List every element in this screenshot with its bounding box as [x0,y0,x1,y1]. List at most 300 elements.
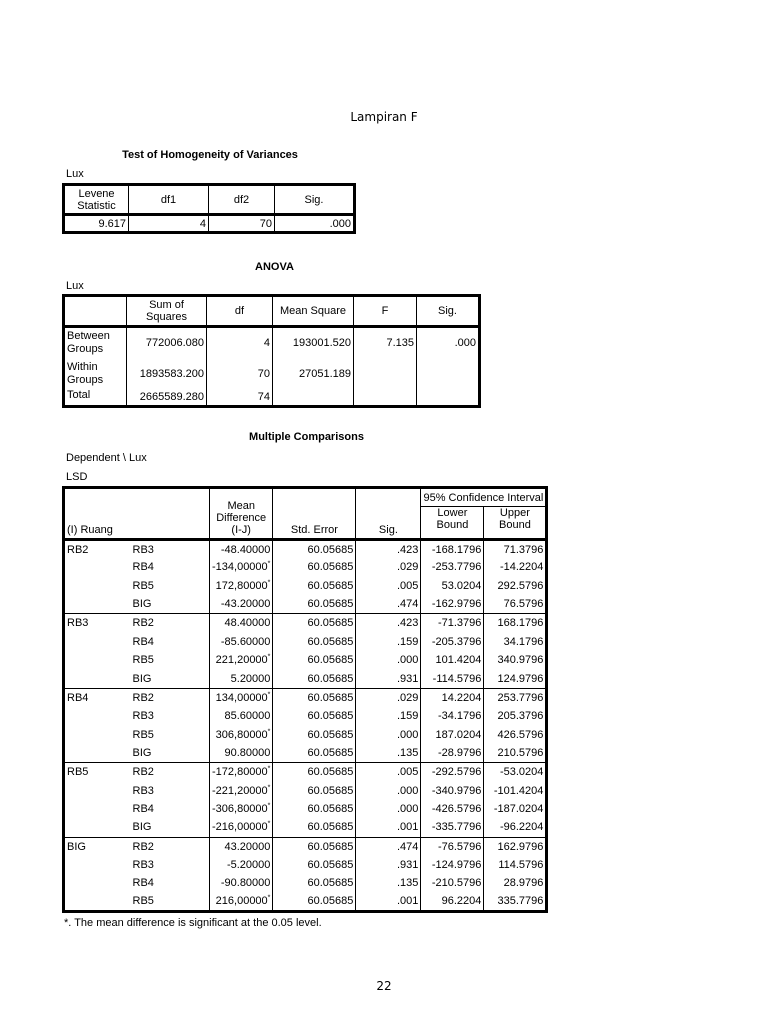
cell-lower-text: -340.9796 [431,784,482,797]
anova-cell: 27051.189 [273,359,354,389]
cell-std-error-text: 60.05685 [307,747,354,760]
cell-j-group [131,651,210,670]
cell-lower-text: -292.5796 [431,766,482,779]
cell-std-error [273,651,356,670]
homogeneity-table [62,183,356,234]
cell-i-group [64,540,131,559]
anova-cell: 74 [207,389,273,407]
cell-std-error [273,800,356,819]
cell-sig [356,818,421,837]
anova-label: Within Groups [64,359,127,389]
cell-sig [356,707,421,726]
hdr-sig: Sig. [304,193,324,206]
anova-hdr-ms: Mean Square [273,296,354,327]
anova-row-between [64,327,480,359]
cell-sig-text: .005 [396,579,419,592]
cell-upper [484,540,547,559]
cell-upper-text: 340.9796 [497,654,544,667]
cell-std-error-text: 60.05685 [307,877,354,890]
cell-j-group-text: RB5 [132,579,154,592]
cell-lower [421,558,484,577]
anova-cell: 2665589.280 [127,389,207,407]
cell-sig-text: .135 [396,747,419,760]
anova-table [62,294,481,408]
cell-lower [421,744,484,763]
cell-j-group-text: BIG [132,598,152,611]
cell-lower [421,725,484,744]
cell-std-error-text: 60.05685 [307,710,354,723]
mc-hdr-ci: 95% Confidence Interval [421,488,547,507]
cell-i-group [64,595,131,614]
cell-i-group [64,744,131,763]
cell-sig-text: .001 [396,895,419,908]
cell-lower [421,688,484,707]
cell-j-group-text: BIG [132,747,152,760]
cell-i-group [64,558,131,577]
cell-j-group [131,781,210,800]
anova-cell [354,359,417,389]
cell-j-group [131,874,210,893]
cell-sig [356,781,421,800]
cell-std-error [273,595,356,614]
cell-lower [421,670,484,689]
significance-marker: * [267,728,271,736]
cell-lower [421,837,484,856]
table-row [64,595,547,614]
cell-sig-text: .029 [396,691,419,704]
cell-mean-diff [210,744,273,763]
homogeneity-variable: Lux [66,168,84,180]
table-row [64,893,547,912]
cell-lower-text: -253.7796 [431,561,482,574]
cell-sig [356,595,421,614]
cell-i-group [64,818,131,837]
cell-upper [484,651,547,670]
cell-upper-text: 335.7796 [497,895,544,908]
anova-label: Total [64,389,127,407]
cell-upper [484,725,547,744]
cell-upper [484,800,547,819]
cell-std-error [273,874,356,893]
cell-mean-diff-text: 172,80000 [215,579,268,592]
mc-hdr-i: (I) Ruang [67,524,113,536]
cell-lower-text: 14.2204 [441,691,482,704]
hdr-df2: df2 [209,185,275,215]
cell-j-group [131,632,210,651]
cell-std-error [273,725,356,744]
cell-upper-text: 28.9796 [503,877,544,890]
cell-mean-diff [210,558,273,577]
cell-lower-text: -114.5796 [432,672,482,685]
cell-lower-text: 53.0204 [441,579,482,592]
cell-mean-diff-text: 85.60000 [224,710,271,723]
cell-std-error [273,670,356,689]
cell-j-group-text: RB3 [132,543,154,556]
table-row [64,818,547,837]
homogeneity-header-row [64,185,355,215]
hdr-levene: Levene Statistic [64,185,129,215]
cell-j-group-text: RB5 [132,728,154,741]
cell-lower-text: -205.3796 [431,635,482,648]
anova-cell: 7.135 [354,327,417,359]
cell-j-group [131,614,210,633]
cell-mean-diff [210,818,273,837]
cell-upper-text: 168.1796 [497,617,544,630]
cell-upper [484,781,547,800]
anova-hdr-ss: Sum of Squares [127,296,207,327]
cell-mean-diff [210,651,273,670]
cell-lower [421,818,484,837]
cell-lower [421,614,484,633]
cell-sig [356,800,421,819]
anova-hdr-f: F [354,296,417,327]
cell-upper-text: 114.5796 [498,858,544,871]
cell-upper-text: -96.2204 [499,821,544,834]
cell-i-group [64,632,131,651]
cell-i-group [64,893,131,912]
anova-hdr-empty [64,296,127,327]
cell-i-group [64,614,131,633]
cell-std-error [273,577,356,596]
cell-upper [484,707,547,726]
anova-cell [417,359,480,389]
cell-lower-text: -124.9796 [431,858,482,871]
cell-i-group [64,781,131,800]
cell-i-group [64,577,131,596]
cell-lower [421,800,484,819]
cell-i-group [64,800,131,819]
cell-std-error-text: 60.05685 [307,579,354,592]
cell-sig-text: .423 [396,617,419,630]
homogeneity-title: Test of Homogeneity of Variances [122,149,298,161]
cell-mean-diff-text: 306,80000 [215,728,268,741]
cell-i-group-text: RB5 [67,766,89,779]
cell-i-group [64,651,131,670]
cell-std-error [273,818,356,837]
cell-mean-diff-text: 221,20000 [215,654,268,667]
cell-j-group [131,670,210,689]
cell-sig [356,577,421,596]
cell-mean-diff [210,800,273,819]
cell-upper-text: 253.7796 [497,691,544,704]
cell-sig [356,763,421,782]
cell-sig-text: .159 [396,635,419,648]
hdr-df1: df1 [129,185,209,215]
cell-sig [356,874,421,893]
cell-lower-text: -426.5796 [431,803,482,816]
cell-lower [421,577,484,596]
cell-lower [421,763,484,782]
cell-sig-text: .159 [396,710,419,723]
cell-j-group [131,688,210,707]
cell-j-group [131,707,210,726]
table-row [64,577,547,596]
cell-std-error-text: 60.05685 [307,803,354,816]
multiple-title: Multiple Comparisons [249,431,364,443]
cell-std-error-text: 60.05685 [307,617,354,630]
cell-i-group-text: RB4 [67,691,89,704]
cell-lower [421,874,484,893]
cell-upper-text: 426.5796 [497,728,544,741]
cell-upper-text: 205.3796 [497,710,544,723]
cell-lower [421,540,484,559]
cell-j-group [131,540,210,559]
cell-upper [484,688,547,707]
table-row [64,744,547,763]
cell-i-group [64,670,131,689]
cell-mean-diff-text: -90.80000 [220,877,271,890]
cell-sig [356,670,421,689]
cell-j-group [131,725,210,744]
cell-mean-diff [210,781,273,800]
cell-sig-text: .001 [396,821,419,834]
cell-mean-diff-text: -216,00000 [212,821,268,834]
cell-i-group-text: RB3 [67,617,89,630]
cell-std-error [273,632,356,651]
cell-mean-diff [210,707,273,726]
table-row [64,558,547,577]
mc-hdr-sig: Sig. [356,488,421,540]
cell-mean-diff-text: -172,80000 [212,766,268,779]
multiple-dependent: Dependent \ Lux [66,452,147,464]
cell-lower-text: -168.1796 [431,543,482,556]
cell-i-group [64,707,131,726]
cell-mean-diff [210,577,273,596]
table-row [64,614,547,633]
cell-i-group [64,856,131,875]
cell-mean-diff [210,725,273,744]
cell-std-error [273,540,356,559]
anova-cell: .000 [454,337,476,350]
cell-i-group [64,725,131,744]
significance-marker: * [267,765,271,773]
table-row [64,688,547,707]
mc-hdr-lower: Lower Bound [421,507,484,540]
mc-footnote: *. The mean difference is significant at the 0.05 level. [64,917,322,929]
cell-j-group [131,595,210,614]
cell-lower-text: -210.5796 [431,877,482,890]
table-row [64,670,547,689]
cell-std-error-text: 60.05685 [307,635,354,648]
mc-hdr-mean-diff: Mean Difference (I-J) [210,488,273,540]
cell-lower-text: 101.4204 [435,654,482,667]
cell-sig-text: .931 [396,858,419,871]
cell-std-error [273,558,356,577]
cell-upper-text: 34.1796 [503,635,544,648]
cell-std-error [273,856,356,875]
anova-cell [417,389,480,407]
cell-std-error [273,688,356,707]
cell-sig [356,688,421,707]
cell-lower-text: -335.7796 [431,821,482,834]
cell-mean-diff-text: -85.60000 [220,635,271,648]
cell-j-group-text: RB4 [132,561,154,574]
cell-std-error-text: 60.05685 [307,766,354,779]
cell-sig-text: .000 [396,654,419,667]
cell-i-group [64,874,131,893]
cell-upper-text: 162.9796 [497,840,544,853]
cell-upper [484,632,547,651]
cell-mean-diff-text: -306,80000 [212,803,268,816]
cell-sig-text: .931 [396,672,419,685]
cell-mean-diff [210,614,273,633]
mc-hdr-j-empty [131,488,210,540]
cell-j-group-text: RB5 [132,654,154,667]
anova-cell: 4 [207,327,273,359]
page-heading: Lampiran F [350,110,418,124]
cell-std-error-text: 60.05685 [307,691,354,704]
cell-mean-diff-text: -5.20000 [226,858,271,871]
cell-sig-text: .000 [396,728,419,741]
cell-lower [421,781,484,800]
cell-sig [356,725,421,744]
cell-mean-diff [210,874,273,893]
multiple-method: LSD [66,471,88,483]
cell-sig-text: .000 [396,784,419,797]
cell-mean-diff [210,856,273,875]
table-row [64,837,547,856]
cell-sig [356,837,421,856]
cell-sig-text: .000 [396,803,419,816]
cell-std-error [273,837,356,856]
cell-upper [484,856,547,875]
cell-mean-diff [210,688,273,707]
cell-std-error [273,781,356,800]
cell-mean-diff-text: 216,00000 [215,895,268,908]
cell-j-group [131,800,210,819]
cell-mean-diff-text: -221,20000 [212,784,268,797]
cell-std-error-text: 60.05685 [307,895,354,908]
cell-lower-text: -76.5796 [437,840,482,853]
cell-i-group-text: RB2 [67,543,89,556]
cell-mean-diff [210,540,273,559]
anova-hdr-sig: Sig. [438,305,457,317]
cell-lower [421,707,484,726]
cell-sig-text: .029 [396,561,419,574]
significance-marker: * [267,783,271,791]
cell-j-group-text: RB2 [132,617,154,630]
cell-sig [356,893,421,912]
cell-sig-text: .474 [396,598,419,611]
table-row [64,725,547,744]
mc-hdr-upper: Upper Bound [499,507,531,531]
table-row [64,874,547,893]
cell-std-error-text: 60.05685 [307,543,354,556]
cell-sig [356,856,421,875]
cell-std-error [273,763,356,782]
cell-std-error-text: 60.05685 [307,672,354,685]
significance-marker: * [267,894,271,902]
cell-mean-diff-text: -48.40000 [220,543,271,556]
table-row [64,800,547,819]
cell-mean-diff [210,595,273,614]
anova-cell: 70 [207,359,273,389]
mc-hdr-std-error: Std. Error [273,488,356,540]
cell-j-group [131,744,210,763]
cell-mean-diff-text: 134,00000 [215,691,268,704]
anova-row-within [64,359,480,389]
cell-j-group [131,818,210,837]
cell-j-group [131,856,210,875]
significance-marker: * [267,579,271,587]
cell-sig [356,614,421,633]
cell-sig: .000 [329,217,351,230]
cell-j-group-text: RB4 [132,635,154,648]
table-row [64,632,547,651]
cell-j-group-text: RB2 [132,840,154,853]
page-number: 22 [376,979,392,993]
cell-mean-diff [210,632,273,651]
mc-header-row-1 [64,488,547,507]
anova-cell [354,389,417,407]
cell-lower [421,893,484,912]
cell-upper-text: 210.5796 [497,747,544,760]
cell-upper [484,670,547,689]
cell-std-error-text: 60.05685 [307,728,354,741]
cell-mean-diff [210,893,273,912]
cell-upper [484,818,547,837]
cell-std-error-text: 60.05685 [307,840,354,853]
homogeneity-data-row [64,215,355,233]
cell-upper-text: -101.4204 [493,784,544,797]
cell-sig-text: .135 [396,877,419,890]
cell-mean-diff-text: -134,00000 [212,561,268,574]
cell-std-error-text: 60.05685 [307,784,354,797]
cell-df1: 4 [129,215,209,233]
cell-mean-diff-text: -43.20000 [220,598,271,611]
cell-mean-diff [210,670,273,689]
significance-marker: * [267,691,271,699]
cell-upper [484,744,547,763]
cell-lower [421,595,484,614]
cell-lower-text: 187.0204 [435,728,482,741]
table-row [64,651,547,670]
cell-j-group-text: RB4 [132,877,154,890]
cell-j-group-text: RB2 [132,766,154,779]
cell-std-error [273,893,356,912]
anova-cell: 193001.520 [273,327,354,359]
cell-lower-text: -162.9796 [431,598,482,611]
cell-sig-text: .474 [396,840,419,853]
cell-mean-diff [210,763,273,782]
cell-sig [356,540,421,559]
cell-std-error [273,744,356,763]
cell-upper-text: -53.0204 [499,766,544,779]
cell-j-group [131,893,210,912]
cell-upper-text: 124.9796 [497,672,544,685]
cell-lower [421,651,484,670]
cell-upper [484,595,547,614]
table-row [64,856,547,875]
cell-lower [421,632,484,651]
table-row [64,540,547,559]
cell-sig-text: .005 [396,766,419,779]
cell-upper [484,577,547,596]
cell-upper [484,763,547,782]
cell-mean-diff [210,837,273,856]
cell-upper [484,614,547,633]
cell-j-group [131,837,210,856]
cell-i-group-text: BIG [67,840,86,853]
cell-lower-text: -34.1796 [437,710,482,723]
cell-upper-text: 76.5796 [503,598,544,611]
cell-j-group-text: RB3 [132,784,154,797]
anova-label: Between Groups [64,327,127,359]
cell-j-group [131,763,210,782]
multiple-comparisons-table [62,486,548,913]
cell-upper-text: -14.2204 [499,561,544,574]
cell-std-error-text: 60.05685 [307,858,354,871]
